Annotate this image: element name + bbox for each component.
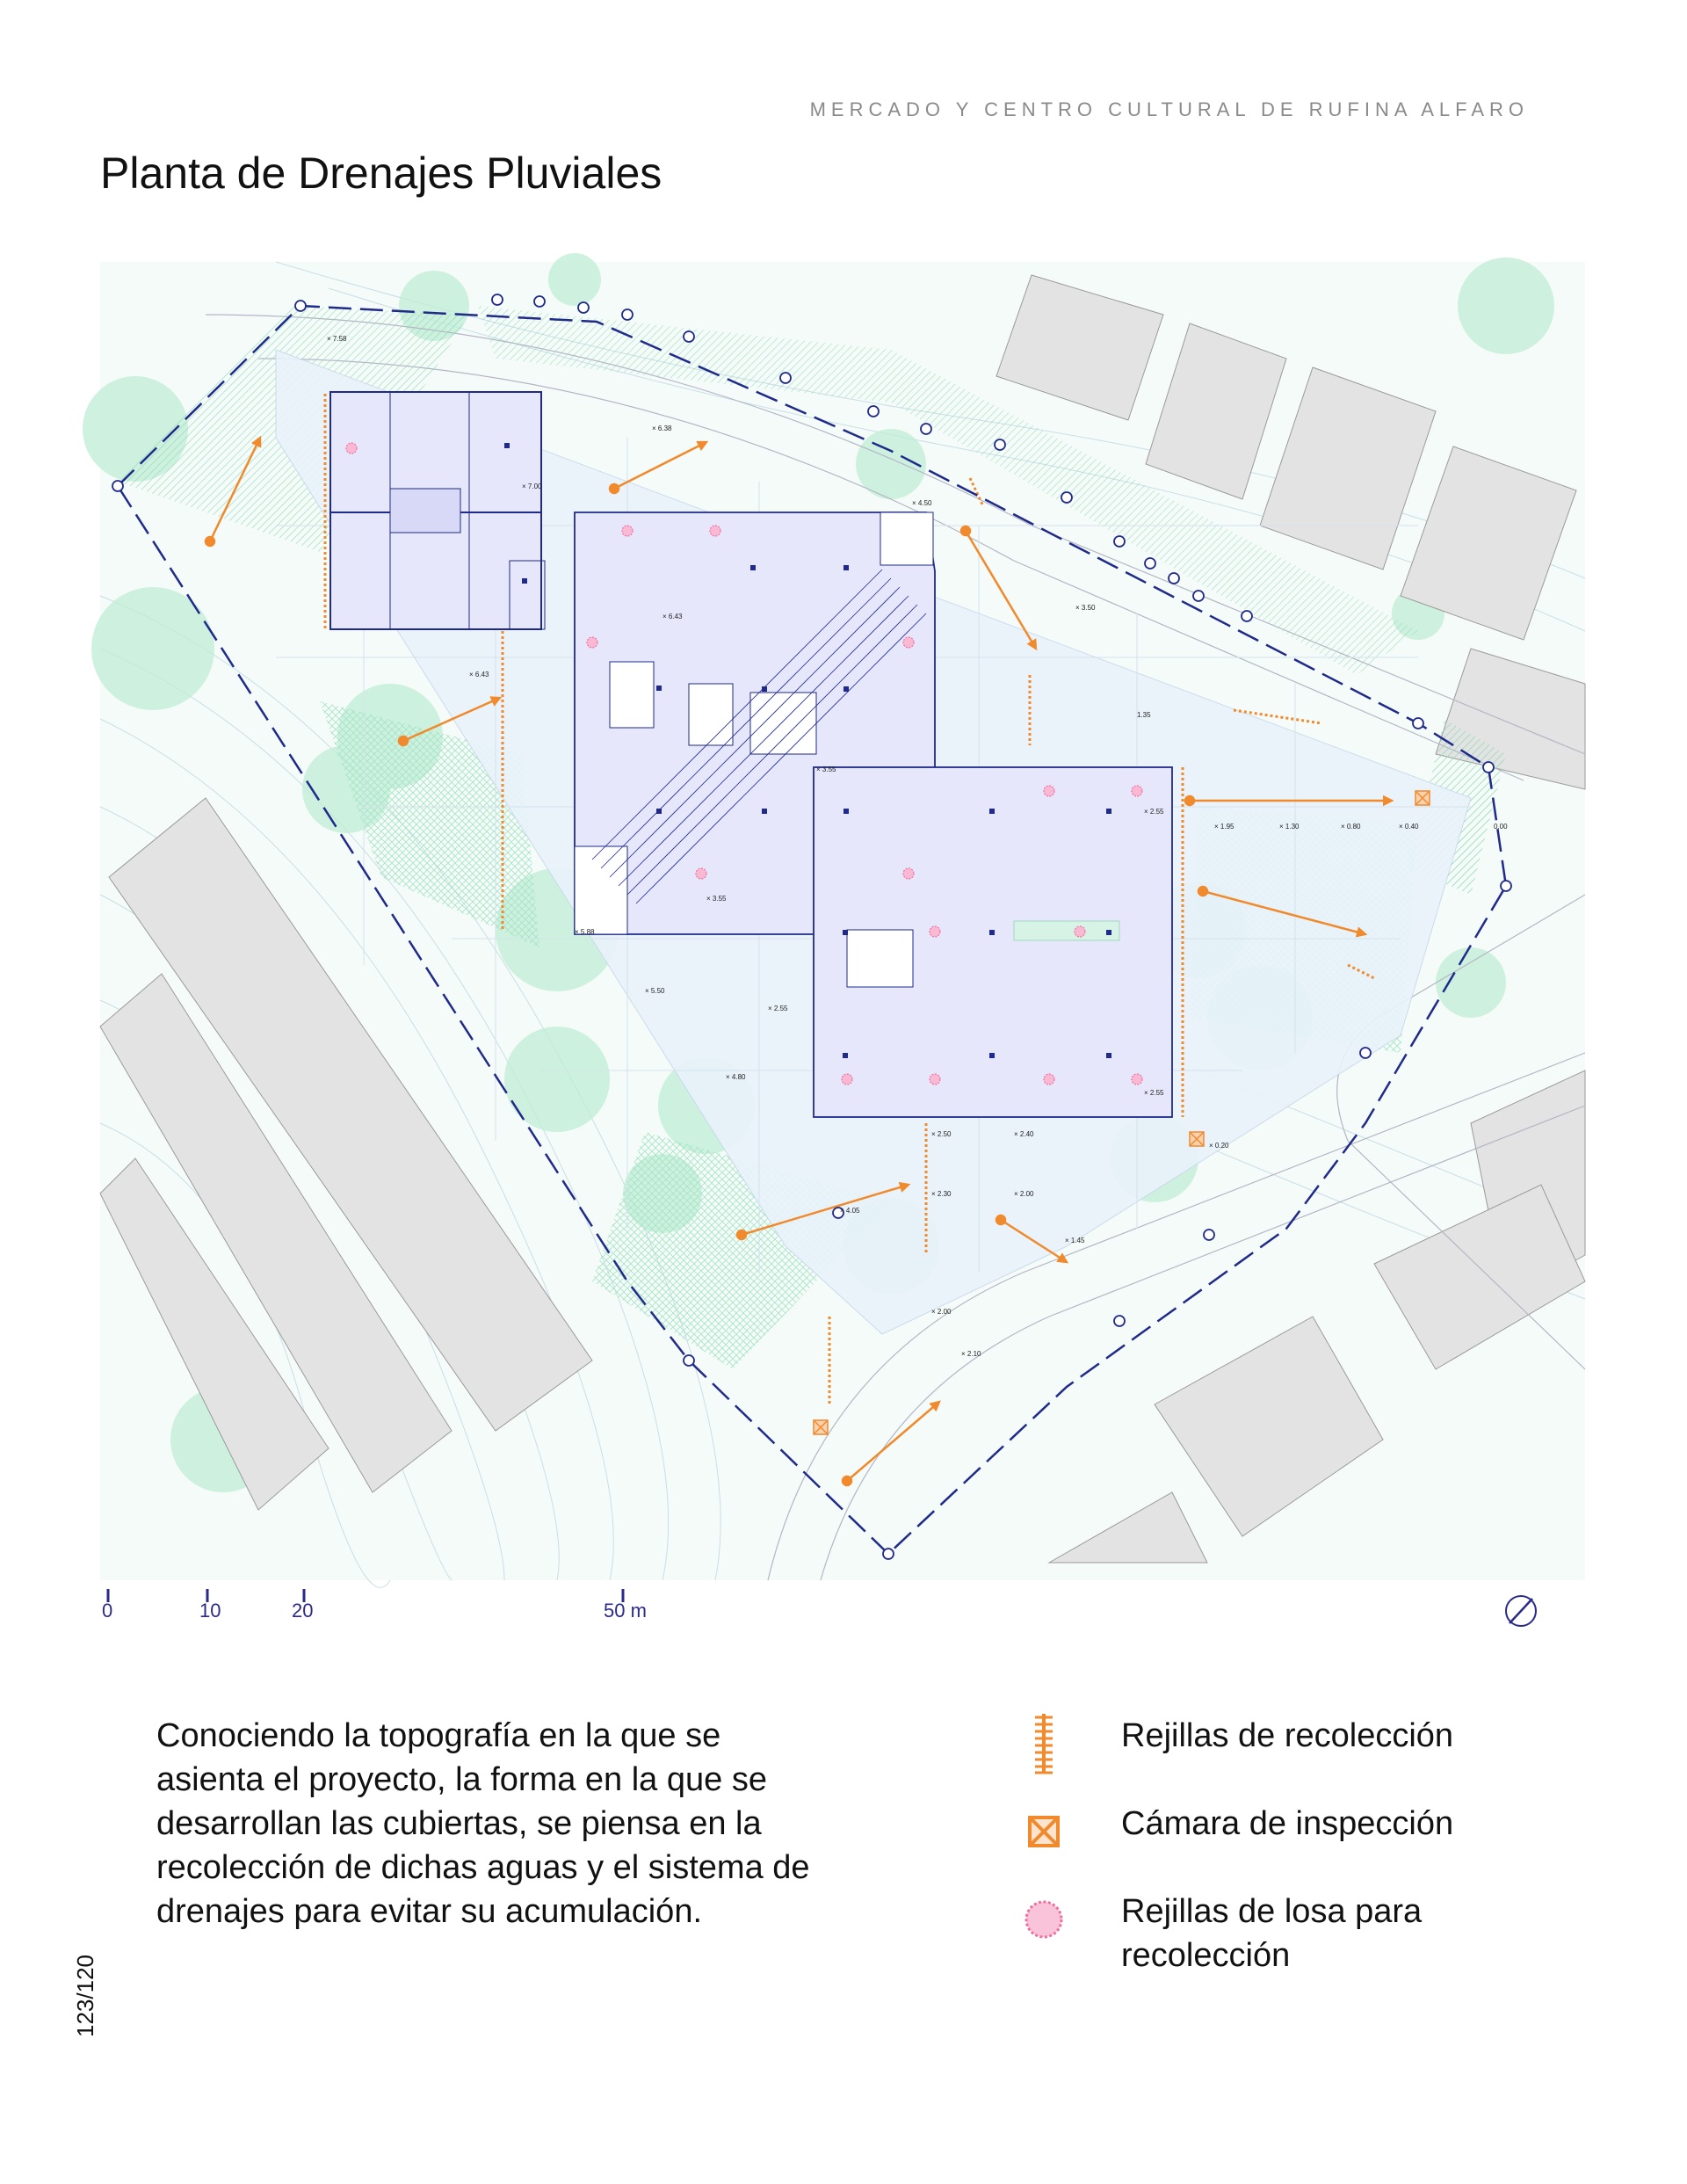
legend-label-slab-drains: Rejillas de losa para recolección bbox=[1121, 1893, 1423, 1974]
level-16: × 3.55 bbox=[706, 895, 727, 903]
level-27: × 1.45 bbox=[1065, 1237, 1085, 1244]
legend-item-grates bbox=[1019, 1714, 1564, 1802]
scale-tick-20: 20 bbox=[292, 1600, 314, 1622]
level-5: × 4.50 bbox=[912, 499, 932, 507]
level-24: × 2.30 bbox=[931, 1190, 952, 1198]
level-26: × 4.05 bbox=[840, 1207, 860, 1215]
project-name: MERCADO Y CENTRO CULTURAL DE RUFINA ALFARO bbox=[809, 98, 1529, 120]
building-west bbox=[330, 392, 545, 629]
legend-label-grates: Rejillas de recolección bbox=[1121, 1717, 1454, 1754]
page-number: 123/120 bbox=[72, 1955, 98, 2037]
legend-label-inspection-chamber: Cámara de inspección bbox=[1121, 1805, 1454, 1842]
level-29: × 2.10 bbox=[961, 1350, 981, 1358]
level-23: × 2.40 bbox=[1014, 1130, 1034, 1138]
north-arrow-icon bbox=[1506, 1596, 1536, 1626]
level-8: × 3.55 bbox=[816, 765, 836, 773]
grate-icon bbox=[1019, 1714, 1068, 1775]
level-18: × 5.50 bbox=[645, 987, 665, 995]
level-15: 0.00 bbox=[1494, 823, 1508, 831]
level-30: × 0.20 bbox=[1209, 1142, 1229, 1150]
level-17: × 5.88 bbox=[575, 928, 595, 936]
drainage-site-plan bbox=[100, 262, 1585, 1622]
level-9: 1.35 bbox=[1137, 711, 1151, 719]
level-22: × 2.50 bbox=[931, 1130, 952, 1138]
level-20: × 4.80 bbox=[726, 1073, 746, 1081]
level-19: × 2.55 bbox=[768, 1005, 788, 1012]
legend-item-inspection-chamber bbox=[1019, 1802, 1564, 1890]
level-7: × 6.43 bbox=[469, 671, 489, 678]
level-12: × 1.30 bbox=[1279, 823, 1300, 831]
building-south-east bbox=[814, 767, 1172, 1117]
level-4: × 6.43 bbox=[662, 613, 683, 620]
level-11: × 1.95 bbox=[1214, 823, 1234, 831]
level-21: × 2.55 bbox=[1144, 1089, 1164, 1097]
scale-tick-10: 10 bbox=[199, 1600, 221, 1622]
page-title: Planta de Drenajes Pluviales bbox=[100, 149, 662, 198]
scale-tick-50: 50 m bbox=[604, 1600, 647, 1622]
level-2: × 7.00 bbox=[522, 483, 542, 490]
scale-tick-0: 0 bbox=[102, 1600, 113, 1622]
scale-bar bbox=[108, 1589, 623, 1602]
description-text: Conociendo la topografía en la que se asienta el proyecto, la forma en la que se desarrollan las cubiertas, se piensa en la recolección de dichas aguas y el sistema de drenajes para evitar su acumulación. bbox=[156, 1717, 810, 1930]
level-1: × 7.58 bbox=[327, 335, 347, 343]
level-13: × 0.80 bbox=[1341, 823, 1361, 831]
slab-drain-icon bbox=[1019, 1890, 1068, 1951]
level-3: × 6.38 bbox=[652, 424, 672, 432]
level-25: × 2.00 bbox=[1014, 1190, 1034, 1198]
level-14: × 0.40 bbox=[1399, 823, 1419, 831]
inspection-chamber-icon bbox=[1019, 1802, 1068, 1863]
legend-item-slab-drains bbox=[1019, 1890, 1564, 1995]
level-10: × 2.55 bbox=[1144, 808, 1164, 816]
level-6: × 3.50 bbox=[1075, 604, 1096, 612]
level-28: × 2.00 bbox=[931, 1308, 952, 1316]
